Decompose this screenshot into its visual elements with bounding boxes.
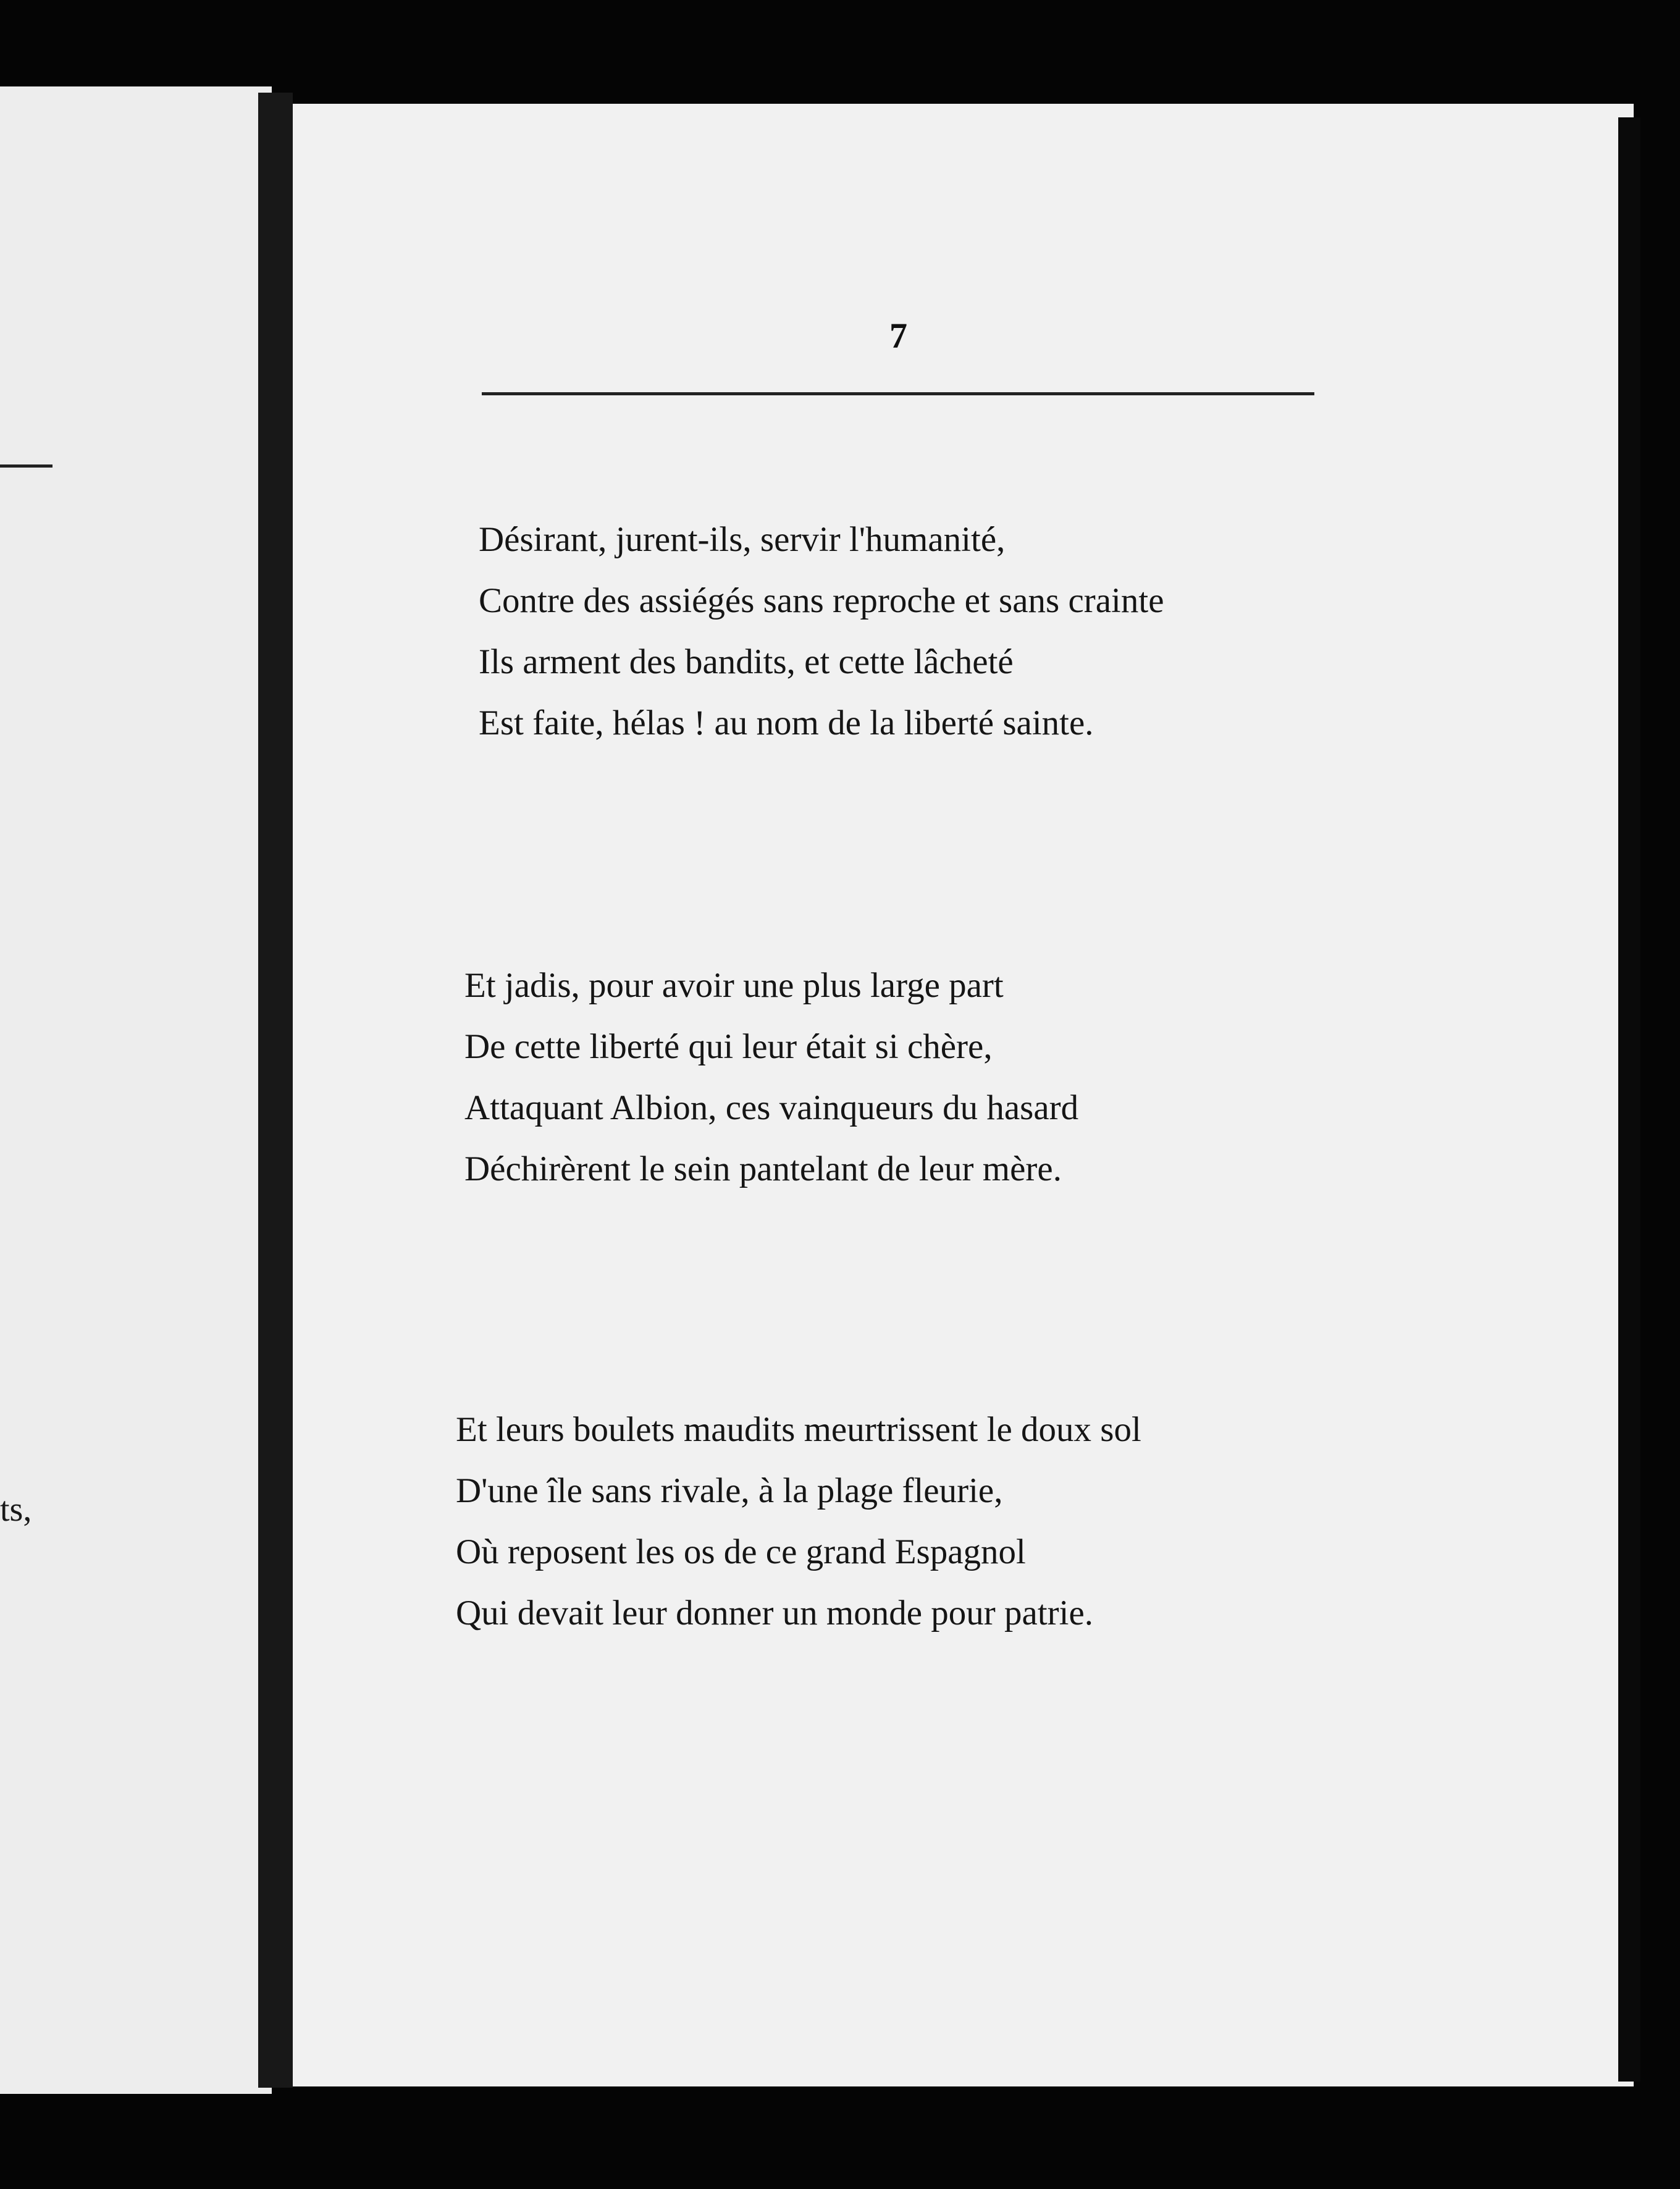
left-page-rule bbox=[0, 464, 52, 468]
verse-line: Et leurs boulets maudits meurtrissent le doux sol bbox=[456, 1410, 1141, 1449]
left-page bbox=[0, 86, 272, 2094]
left-page-text-fragment: ts, bbox=[0, 1490, 32, 1529]
stanza-2 bbox=[464, 955, 1078, 1200]
page-number: 7 bbox=[889, 316, 907, 356]
verse-line: Ils arment des bandits, et cette lâcheté bbox=[479, 642, 1014, 681]
verse-line: Et jadis, pour avoir une plus large part bbox=[464, 966, 1004, 1005]
book-spine bbox=[258, 93, 293, 2088]
verse-line: Désirant, jurent-ils, servir l'humanité, bbox=[479, 520, 1006, 559]
verse-line: D'une île sans rivale, à la plage fleurie, bbox=[456, 1471, 1003, 1510]
right-page-edge bbox=[1618, 117, 1640, 2082]
stanza-3 bbox=[456, 1399, 1141, 1644]
verse-line: Attaquant Albion, ces vainqueurs du hasard bbox=[464, 1088, 1079, 1127]
verse-line: Où reposent les os de ce grand Espagnol bbox=[456, 1532, 1026, 1571]
verse-line: Contre des assiégés sans reproche et sans crainte bbox=[479, 581, 1164, 620]
verse-line: Déchirèrent le sein pantelant de leur mère. bbox=[464, 1149, 1062, 1188]
verse-line: Est faite, hélas ! au nom de la liberté sainte. bbox=[479, 704, 1094, 742]
header-rule bbox=[482, 392, 1314, 395]
verse-line: De cette liberté qui leur était si chère, bbox=[464, 1027, 993, 1066]
stanza-1 bbox=[479, 509, 1164, 754]
verse-line: Qui devait leur donner un monde pour patrie. bbox=[456, 1594, 1094, 1632]
